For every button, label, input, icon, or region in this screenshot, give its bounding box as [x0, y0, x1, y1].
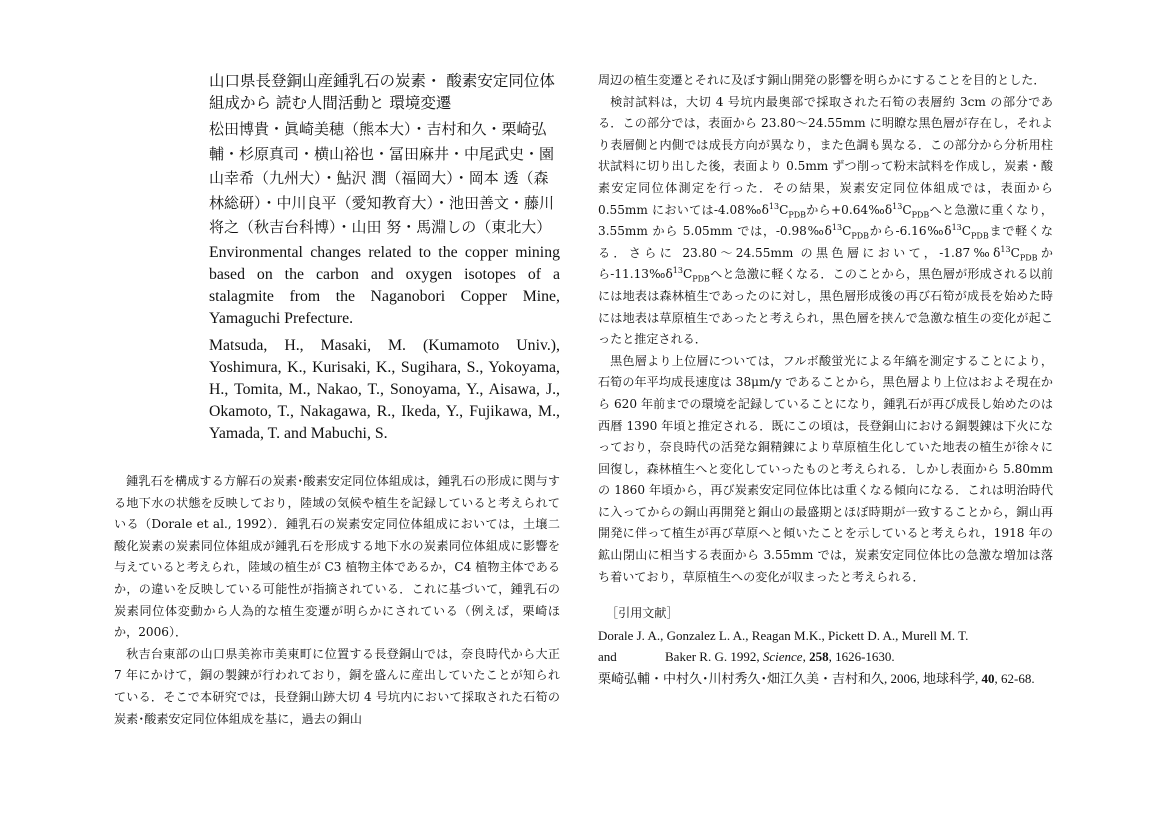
- delta-symbol: δ: [665, 267, 673, 282]
- reference-authors: 栗崎弘輔・中村久･川村秀久･畑江久美・吉村和久, 2006, 地球科学,: [598, 671, 982, 687]
- authors-english: Matsuda, H., Masaki, M. (Kumamoto Univ.), Yoshimura, K., Kurisaki, K., Sugihara, S., Yokoyama, H., Tomita, M., Nakao, T., Sonoyama, Y., Aisawa, J., Okamoto, T., Nakagawa, R., Ikeda, Y., Fujikawa, M., Yamada, T. and Mabuchi, S.: [209, 336, 560, 442]
- paragraph-methods-results: [598, 92, 1053, 351]
- pdb-subscript: PDB: [692, 274, 710, 284]
- delta-symbol: δ: [944, 224, 952, 239]
- carbon-letter: C: [902, 202, 912, 217]
- isotope-superscript: 13: [672, 266, 683, 276]
- carbon-letter: C: [842, 224, 852, 239]
- reference-entry-dorale: [598, 625, 1053, 668]
- text-segment: まで軽くなる．さらに 23.80〜24.55mm の黒色層において，-1.87‰: [598, 224, 1053, 260]
- paragraph-study-site: 秋吉台東部の山口県美祢市美東町に位置する長登銅山では，奈良時代から大正 7 年にかけて，銅の製錬が行われており，銅を盛んに産出していたことが知られている．そこで本研究では，長登銅山跡大切 4 号坑内において採取された石筍の炭素･酸素安定同位体組成を基に，過去の銅山: [114, 646, 560, 726]
- text-segment: 検討試料は，大切 4 号坑内最奥部で採取された石筍の表層約 3cm の部分である．この部分では，表面から 23.80〜24.55mm に明瞭な黒色層が存在し，それより表層側と内側では成長方向が異なり，また色調も異なる．この部分から分析用柱状試料に切り出した後，表面より 0.5mm ずつ削って粉末試料を作成し，炭素・酸素安定同位体測定を行った．その結果，炭素安定同位体組成では，表面から 0.55mm においては-4.08‰: [598, 94, 1053, 217]
- isotope-superscript: 13: [951, 223, 962, 233]
- text-segment: から-11.13‰: [598, 245, 1053, 282]
- reference-sep: ,: [802, 649, 810, 665]
- reference-volume: 258: [809, 649, 829, 665]
- title-japanese: 山口県長登銅山産鍾乳石の炭素・ 酸素安定同位体組成から 読む人間活動と 環境変遷: [209, 72, 555, 112]
- reference-authors-cont: Baker R. G. 1992,: [665, 649, 763, 665]
- text-segment: へと急激に軽くなる．このことから，黒色層が形成される以前には地表は森林植生であったのに対し，黒色層形成後の再び石筍が成長を始めた時には地表は草原植生であったと考えられ，黒色層を挟んで急激な植生の変化が起こったと推定される．: [598, 267, 1053, 347]
- carbon-letter: C: [1010, 245, 1020, 260]
- pdb-subscript: PDB: [1019, 253, 1038, 263]
- pdb-subscript: PDB: [788, 209, 807, 219]
- reference-and: and: [598, 649, 617, 665]
- left-column: [114, 70, 560, 730]
- text-segment: から+0.64‰: [806, 202, 885, 217]
- carbon-letter: C: [779, 202, 789, 217]
- delta-symbol: δ: [993, 245, 1001, 260]
- text-segment: から-6.16‰: [869, 224, 945, 239]
- reference-entry-kurisaki: [598, 668, 1053, 690]
- paper-header: [209, 70, 560, 445]
- reference-authors-line: Dorale J. A., Gonzalez L. A., Reagan M.K., Pickett D. A., Murell M. T.: [598, 627, 969, 643]
- authors-japanese: 松田博貴・眞崎美穂（熊本大）・吉村和久・栗崎弘輔・杉原真司・横山裕也・冨田麻井・中尾武史・園山幸希（九州大）・鮎沢 潤（福岡大）・岡本 透（森林総研）・中川良平（愛知教育大）・池田善文・藤川将之（秋吉台科博）・山田 努・馬淵しの（東北大）: [209, 120, 555, 237]
- paragraph-introduction: 鍾乳石を構成する方解石の炭素･酸素安定同位体組成は，鍾乳石の形成に関与する地下水の状態を反映しており，陸域の気候や植生を記録していると考えられている（Dorale et al., 1992）．鍾乳石の炭素安定同位体組成においては，土壌二酸化炭素の炭素同位体組成が鍾乳石を形成する地下水の炭素同位体組成に影響を与えていると考えられ，陸域の植生が C3 植物主体であるか，C4 植物主体であるか，の違いを反映している可能性が指摘されている．これに基づいて，鍾乳石の炭素同位体変動から人為的な植生変遷が明らかにされている（例えば，栗崎ほか，2006）．: [114, 473, 560, 640]
- isotope-superscript: 13: [892, 201, 903, 211]
- pdb-subscript: PDB: [971, 231, 989, 241]
- delta-symbol: δ: [884, 202, 893, 217]
- references-heading: ［引用文献］: [606, 606, 679, 621]
- delta-symbol: δ: [761, 202, 769, 217]
- pdb-subscript: PDB: [851, 231, 870, 241]
- delta-symbol: δ: [824, 224, 832, 239]
- right-column: [598, 70, 1053, 690]
- isotope-superscript: 13: [831, 223, 843, 233]
- isotope-superscript: 13: [1000, 244, 1011, 254]
- title-english: Environmental changes related to the copper mining based on the carbon and oxygen isotopes of a stalagmite from the Naganobori Copper Mine, Yamaguchi Prefecture.: [209, 243, 560, 327]
- pdb-subscript: PDB: [911, 209, 930, 219]
- reference-volume: 40: [981, 671, 995, 687]
- isotope-superscript: 13: [768, 201, 780, 211]
- paragraph-discussion: 黒色層より上位層については，フルボ酸蛍光による年縞を測定することにより，石筍の年平均成長速度は 38μm/y であることから，黒色層より上位はおよそ現在から 620 年前までの環境を記録していることになり，鍾乳石が再び成長し始めたのは西暦 1390 年頃と推定される．既にこの頃は，長登銅山における銅製錬は下火になっており，奈良時代の活発な銅精錬により草原植生化していた地表の植生が徐々に回復し，森林植生へと変化していったものと考えられる．しかし表面から 5.80mm の 1860 年頃から，再び炭素安定同位体比は重くなる傾向になる．これは明治時代に入ってからの銅山再開発と銅山の最盛期とほぼ時期が一致することから，銅山再開発に伴って植生が再び草原へと傾いたことを示していると考えられ，1918 年の鉱山閉山に相当する表面から 3.55mm では，炭素安定同位体比の急激な増加は落ち着いており，草原植生への変化が収まったと考えられる．: [598, 353, 1053, 584]
- reference-pages: , 1626-1630.: [828, 649, 895, 665]
- text-segment: へと急激に重くなり，3.55mm から 5.05mm では，-0.98‰: [598, 202, 1053, 239]
- carbon-letter: C: [682, 267, 693, 282]
- carbon-letter: C: [961, 224, 972, 239]
- reference-pages: , 62-68.: [994, 671, 1035, 687]
- paragraph-study-site-continued: 周辺の植生変遷とそれに及ぼす銅山開発の影響を明らかにすることを目的とした．: [598, 73, 1046, 87]
- reference-journal: Science: [762, 649, 803, 665]
